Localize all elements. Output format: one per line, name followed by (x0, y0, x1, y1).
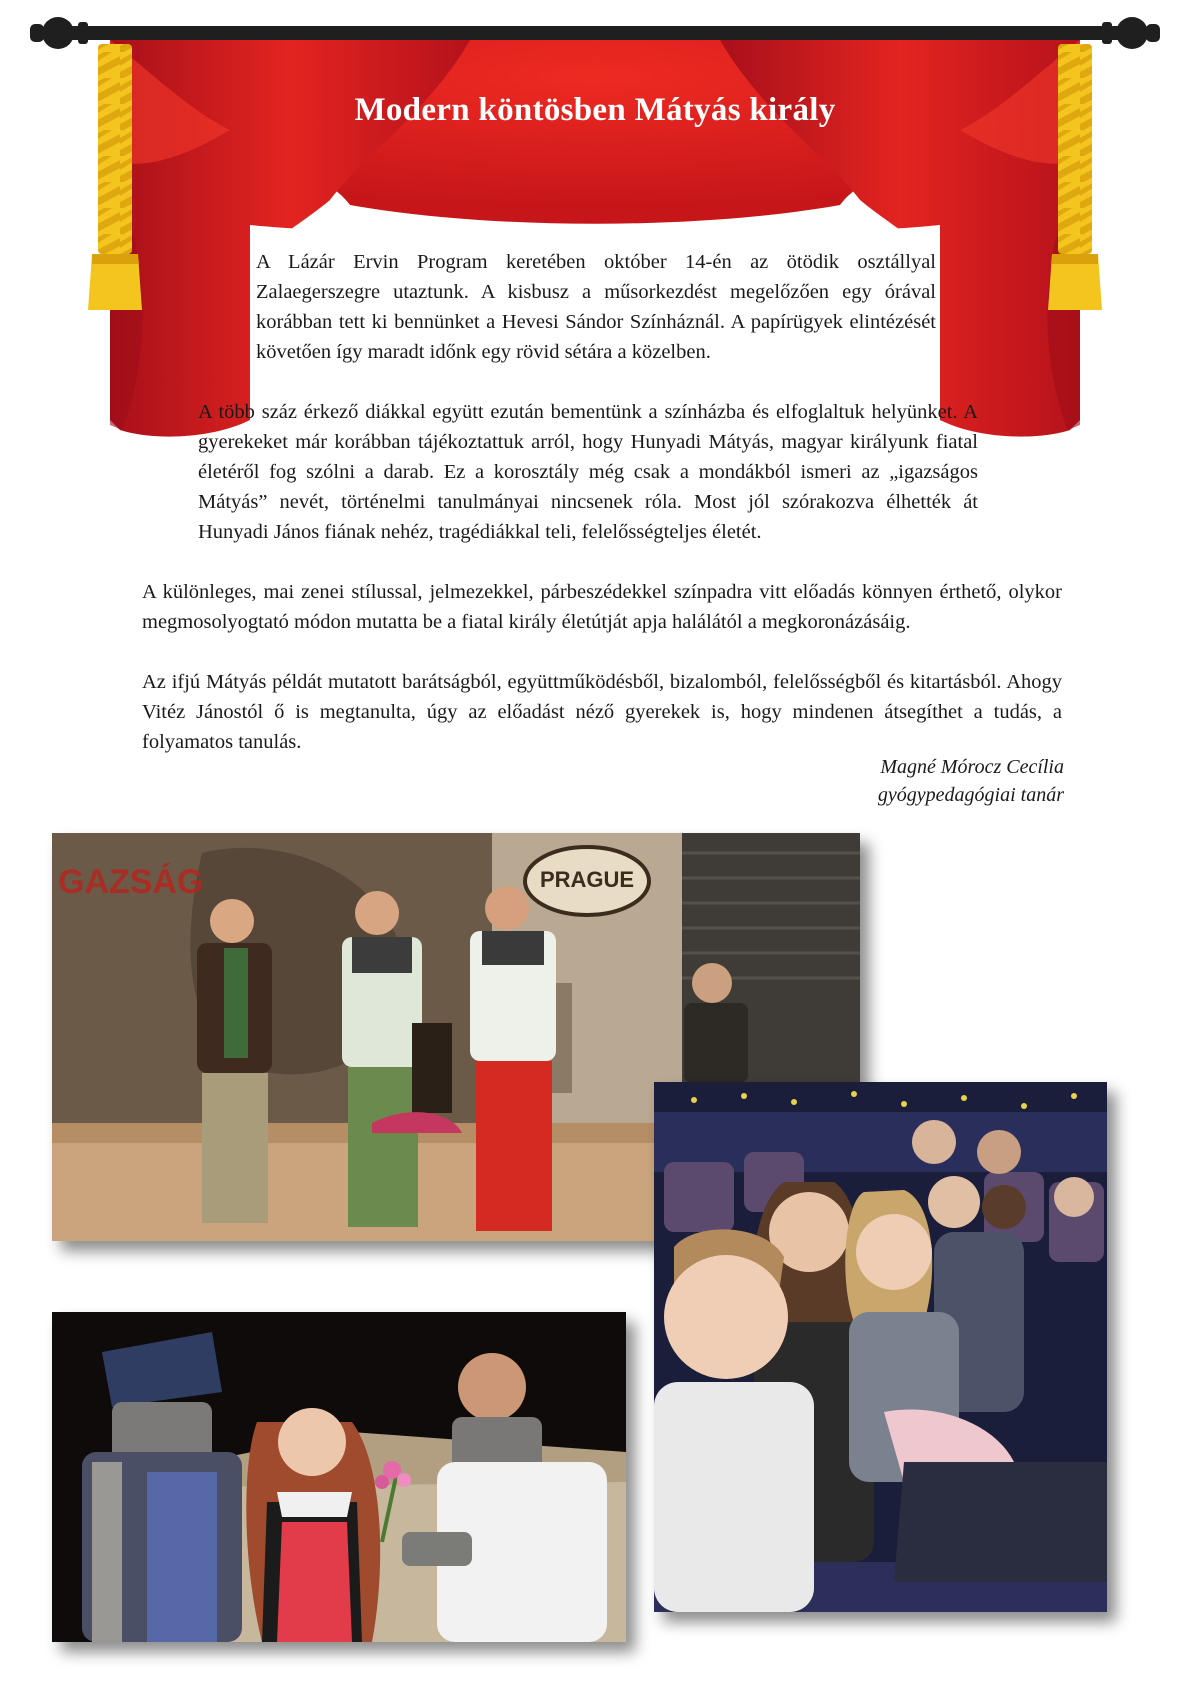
author-name: Magné Mórocz Cecília (880, 756, 1064, 778)
graffiti-text: GAZSÁG (58, 863, 204, 901)
paragraph-theatre: A több száz érkező diákkal együtt ezután bementünk a színházba és elfoglaltuk helyünket. A gyerekeket már korábban tájékoztattuk arról, hogy Hunyadi Mátyás, magyar királyunk fiatal életéről fog szólni a darab. Ez a korosztály még csak a mondákból ismeri az „igazságos Mátyás” nevét, történelmi tanulmányai nincsenek róla. Most jól szórakozva élhették át Hunyadi János fiának nehéz, tragédiákkal teli, felelősségteljes életét. (198, 401, 978, 543)
paragraph-performance: A különleges, mai zenei stílussal, jelmezekkel, párbeszédekkel színpadra vitt előadás könnyen érthető, olykor megmosolyogtató módon mutatta be a fiatal király életútját apja halálától a megkoronázásáig. (142, 581, 1062, 633)
photo-stage-flower-scene (52, 1312, 626, 1642)
photo-children-audience (654, 1082, 1107, 1612)
paragraph-lesson: Az ifjú Mátyás példát mutatott barátságból, együttműködésből, bizalomból, felelősségből és kitartásból. Ahogy Vitéz Jánostól ő is megtanulta, úgy az előadást néző gyerekek is, hogy mindenen átsegíthet a tudás, a folyamatos tanulás. (142, 671, 1062, 753)
stage-curtain-illustration (0, 0, 1190, 460)
article-title: Modern köntösben Mátyás király (354, 92, 836, 128)
author-role: gyógypedagógiai tanár (877, 784, 1064, 806)
paragraph-intro: A Lázár Ervin Program keretében október 14-én az ötödik osztállyal Zalaegerszegre utaztunk. A kisbusz a műsorkezdést megelőzően egy órával korábban tett ki bennünket a Hevesi Sándor Színháznál. A papírügyek elintézését követően így maradt időnk egy rövid sétára a közelben. (256, 251, 936, 363)
prague-sign: PRAGUE (539, 867, 635, 892)
